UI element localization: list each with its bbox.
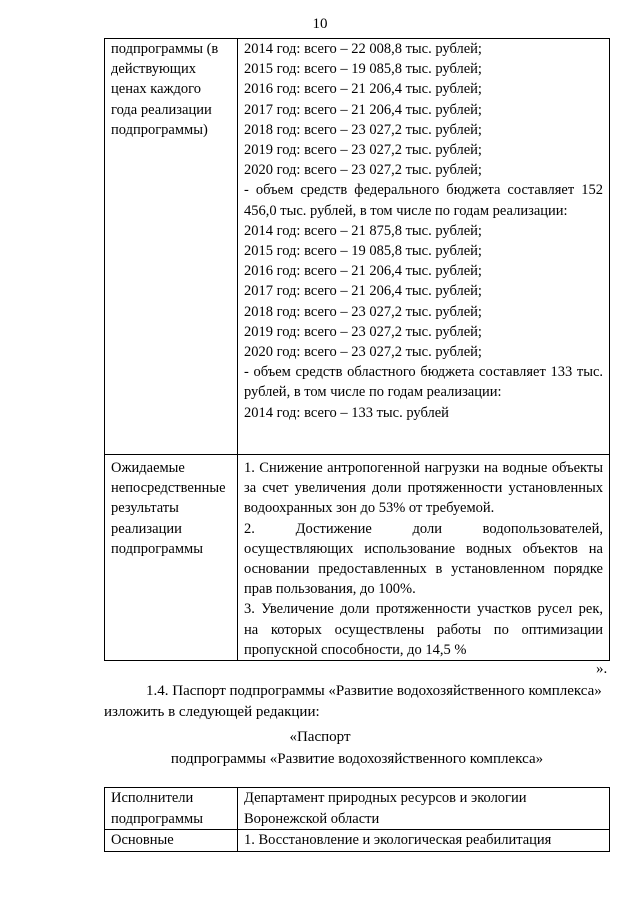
results-value-cell xyxy=(238,455,610,661)
funding-label-cell xyxy=(105,39,238,455)
federal-budget-intro: - объем средств федерального бюджета составляет 152 456,0 тыс. рублей, в том числе по годам реализации: xyxy=(244,182,603,219)
label-line: ценах каждого xyxy=(111,81,202,98)
passport-subheading: подпрограммы «Развитие водохозяйственного комплекса» xyxy=(170,751,544,767)
result-item: 3. Увеличение доли протяженности участков русел рек, на которых осуществлены работы по оптимизации пропускной способности, до 14,5 % xyxy=(244,601,603,658)
year-total-line: 2019 год: всего – 23 027,2 тыс. рублей; xyxy=(244,142,482,159)
passport-table xyxy=(104,787,610,852)
tasks-label-cell xyxy=(105,830,238,852)
results-row xyxy=(105,455,610,661)
executors-label-cell xyxy=(105,788,238,830)
label-line: Ожидаемые xyxy=(111,460,185,476)
tasks-value-cell xyxy=(238,830,610,852)
page-number: 10 xyxy=(312,16,328,32)
label-line: подпрограммы) xyxy=(111,121,208,138)
label-line: подпрограммы xyxy=(111,810,203,827)
year-total-line: 2018 год: всего – 23 027,2 тыс. рублей; xyxy=(244,121,482,138)
results-label-cell xyxy=(105,455,238,661)
federal-year-line: 2014 год: всего – 21 875,8 тыс. рублей; xyxy=(244,222,482,239)
passport-heading: «Паспорт xyxy=(289,729,351,745)
year-total-line: 2016 год: всего – 21 206,4 тыс. рублей; xyxy=(244,81,482,98)
result-item: 2. Достижение доли водопользователей, осуществляющих использование водных объектов на основании предоставленных в установленном порядке прав пользования, до 100%. xyxy=(244,520,603,598)
tasks-row xyxy=(105,830,610,852)
funding-row xyxy=(105,39,610,455)
closing-quote: ». xyxy=(596,661,608,677)
amendment-paragraph-line2: изложить в следующей редакции: xyxy=(104,704,320,720)
value-line: Департамент природных ресурсов и экологии xyxy=(244,790,527,806)
federal-year-line: 2015 год: всего – 19 085,8 тыс. рублей; xyxy=(244,243,482,260)
label-line: подпрограммы (в xyxy=(111,41,219,57)
year-total-line: 2020 год: всего – 23 027,2 тыс. рублей; xyxy=(244,162,482,179)
federal-year-line: 2020 год: всего – 23 027,2 тыс. рублей; xyxy=(244,344,482,361)
federal-year-line: 2018 год: всего – 23 027,2 тыс. рублей; xyxy=(244,303,482,320)
value-line: 1. Восстановление и экологическая реабилитация xyxy=(244,832,552,848)
executors-value-cell xyxy=(238,788,610,830)
label-line: действующих xyxy=(111,61,196,78)
amendment-paragraph-line1: 1.4. Паспорт подпрограммы «Развитие водохозяйственного комплекса» xyxy=(146,683,602,699)
regional-year-line: 2014 год: всего – 133 тыс. рублей xyxy=(244,404,449,421)
label-line: года реализации xyxy=(111,101,212,118)
value-line: Воронежской области xyxy=(244,810,380,827)
label-line: реализации xyxy=(111,520,182,537)
executors-row xyxy=(105,788,610,830)
label-line: подпрограммы xyxy=(111,540,203,557)
funding-table xyxy=(104,38,610,661)
federal-year-line: 2016 год: всего – 21 206,4 тыс. рублей; xyxy=(244,263,482,280)
federal-year-line: 2019 год: всего – 23 027,2 тыс. рублей; xyxy=(244,323,482,340)
label-line: Основные xyxy=(111,832,174,848)
year-total-line: 2014 год: всего – 22 008,8 тыс. рублей; xyxy=(244,41,482,57)
federal-year-line: 2017 год: всего – 21 206,4 тыс. рублей; xyxy=(244,283,482,300)
label-line: результаты xyxy=(111,500,179,517)
result-item: 1. Снижение антропогенной нагрузки на водные объекты за счет увеличения доли протяженности установленных водоохранных зон до 53% от требуемой. xyxy=(244,460,603,517)
regional-budget-intro: - объем средств областного бюджета составляет 133 тыс. рублей, в том числе по годам реализации: xyxy=(244,364,603,401)
label-line: непосредственные xyxy=(111,480,226,497)
year-total-line: 2017 год: всего – 21 206,4 тыс. рублей; xyxy=(244,101,482,118)
year-total-line: 2015 год: всего – 19 085,8 тыс. рублей; xyxy=(244,61,482,78)
funding-value-cell xyxy=(238,39,610,455)
label-line: Исполнители xyxy=(111,790,194,806)
